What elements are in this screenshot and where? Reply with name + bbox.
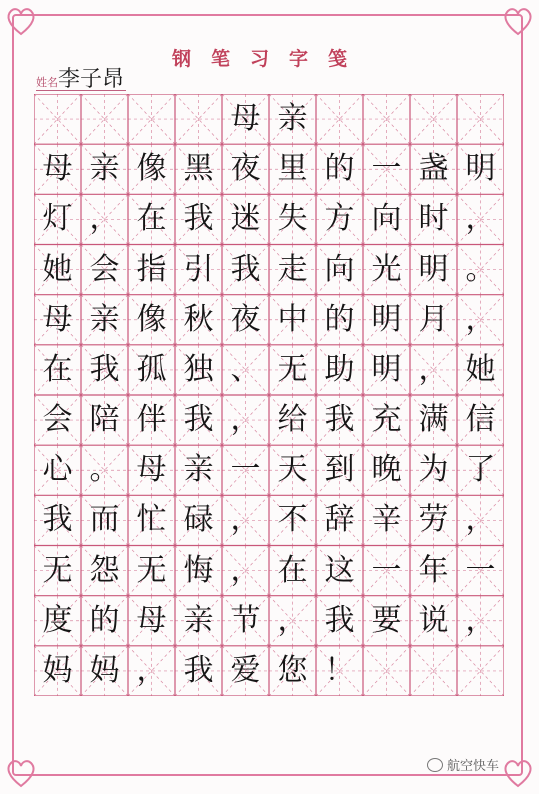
grid-cell: ， — [465, 301, 496, 337]
grid-cell: 亲 — [183, 602, 214, 638]
name-value: 李子昂 — [58, 67, 125, 92]
grid-cell: 一 — [371, 552, 402, 588]
grid-cell: 的 — [324, 151, 355, 187]
grid-cell: 的 — [89, 602, 120, 638]
grid-cell: 光 — [371, 251, 402, 287]
grid-cell: 度 — [42, 602, 73, 638]
grid-cell: 我 — [324, 602, 355, 638]
grid-cell — [457, 646, 504, 696]
grid-cell: ， — [230, 402, 261, 438]
grid-cell: 辛 — [371, 502, 402, 538]
grid-cell: 我 — [183, 402, 214, 438]
grid-cell: 这 — [324, 552, 355, 588]
grid-cell: 夜 — [230, 151, 261, 187]
grid-cell: 我 — [89, 351, 120, 387]
grid-cell: 我 — [183, 201, 214, 237]
grid-cell: 她 — [42, 251, 73, 287]
grid-cell: ， — [136, 652, 167, 688]
grid-cell: ， — [230, 552, 261, 588]
grid-cell: 陪 — [89, 402, 120, 438]
grid-cell: 。 — [89, 452, 120, 488]
grid-cell: 妈 — [42, 652, 73, 688]
grid-cell: 孤 — [136, 351, 167, 387]
grid-cell: 会 — [42, 402, 73, 438]
grid-cell: 年 — [418, 552, 449, 588]
grid-cell: 中 — [277, 301, 308, 337]
grid-cell: ， — [418, 351, 449, 387]
grid-cell: 一 — [371, 151, 402, 187]
grid-cell: 无 — [277, 351, 308, 387]
grid-cell: 母 — [42, 301, 73, 337]
grid-cell: 她 — [465, 351, 496, 387]
grid-cell: 母 — [230, 101, 261, 137]
grid-cell: 我 — [324, 402, 355, 438]
grid-cell: 到 — [324, 452, 355, 488]
grid-cell: 不 — [277, 502, 308, 538]
grid-cell — [457, 94, 504, 144]
grid-cell: 母 — [136, 452, 167, 488]
writing-grid — [34, 94, 504, 696]
grid-cell: 给 — [277, 402, 308, 438]
grid-cell: 妈 — [89, 652, 120, 688]
grid-cell: ， — [465, 201, 496, 237]
grid-cell: 助 — [324, 351, 355, 387]
grid-cell: 无 — [136, 552, 167, 588]
grid-cell: 像 — [136, 301, 167, 337]
grid-cell: 黑 — [183, 151, 214, 187]
grid-cell: 独 — [183, 351, 214, 387]
grid-cell: 爱 — [230, 652, 261, 688]
grid-cell — [175, 94, 222, 144]
grid-cell: 一 — [465, 552, 496, 588]
grid-cell: 忙 — [136, 502, 167, 538]
grid-cell — [81, 94, 128, 144]
grid-cell: 明 — [371, 301, 402, 337]
grid-cell: 怨 — [89, 552, 120, 588]
grid-cell: 了 — [465, 452, 496, 488]
grid-cell: 心 — [42, 452, 73, 488]
grid-cell — [316, 94, 363, 144]
grid-cell: 时 — [418, 201, 449, 237]
grid-cell: 明 — [465, 151, 496, 187]
grid-cell: 明 — [418, 251, 449, 287]
grid-cell: 在 — [42, 351, 73, 387]
grid-cell — [410, 646, 457, 696]
grid-cell: 劳 — [418, 502, 449, 538]
grid-cell: 母 — [42, 151, 73, 187]
name-underline — [36, 90, 126, 91]
page-title: 钢笔习字笺 — [171, 48, 367, 70]
name-label: 姓名 — [36, 76, 58, 89]
grid-cell: 节 — [230, 602, 261, 638]
grid-cell: 满 — [418, 402, 449, 438]
grid-cell: 一 — [230, 452, 261, 488]
grid-cell: 伴 — [136, 402, 167, 438]
grid-cell: 亲 — [183, 452, 214, 488]
grid-cell: 夜 — [230, 301, 261, 337]
grid-cell — [363, 646, 410, 696]
grid-cell: 灯 — [42, 201, 73, 237]
grid-cell: 我 — [42, 502, 73, 538]
grid-cell: 要 — [371, 602, 402, 638]
grid-cell: 方 — [324, 201, 355, 237]
grid-cell: 月 — [418, 301, 449, 337]
grid-cell: 引 — [183, 251, 214, 287]
grid-cell: 向 — [324, 251, 355, 287]
grid-cell: 碌 — [183, 502, 214, 538]
grid-cell: 充 — [371, 402, 402, 438]
grid-cell — [34, 94, 81, 144]
grid-cell: 母 — [136, 602, 167, 638]
top-left-heart-icon — [4, 4, 38, 38]
grid-cell: 天 — [277, 452, 308, 488]
grid-cell: 悔 — [183, 552, 214, 588]
grid-cell: 为 — [418, 452, 449, 488]
grid-cell: 、 — [230, 351, 261, 387]
grid-cell — [410, 94, 457, 144]
grid-cell: 我 — [230, 251, 261, 287]
grid-cell — [363, 94, 410, 144]
grid-cell: ， — [465, 502, 496, 538]
grid-cell: 辞 — [324, 502, 355, 538]
bottom-left-heart-icon — [4, 756, 38, 790]
grid-cell: 明 — [371, 351, 402, 387]
grid-cell: 秋 — [183, 301, 214, 337]
top-right-heart-icon — [501, 4, 535, 38]
footer-watermark — [427, 755, 499, 774]
grid-cell: 迷 — [230, 201, 261, 237]
grid-cell: 我 — [183, 652, 214, 688]
grid-cell: 失 — [277, 201, 308, 237]
grid-cell: ， — [465, 602, 496, 638]
grid-cell: 亲 — [89, 151, 120, 187]
grid-cell: 无 — [42, 552, 73, 588]
grid-cell: 。 — [465, 251, 496, 287]
grid-cell: 亲 — [277, 101, 308, 137]
grid-cell: 的 — [324, 301, 355, 337]
grid-cell: ， — [230, 502, 261, 538]
grid-cell: 晚 — [371, 452, 402, 488]
grid-cell: 像 — [136, 151, 167, 187]
grid-cell: 里 — [277, 151, 308, 187]
watermark-text: 航空快车 — [446, 759, 499, 774]
grid-cell: ， — [277, 602, 308, 638]
grid-cell: 会 — [89, 251, 120, 287]
grid-cell: 在 — [277, 552, 308, 588]
grid-cell: 亲 — [89, 301, 120, 337]
grid-cell: 信 — [465, 402, 496, 438]
grid-cell: ， — [89, 201, 120, 237]
wechat-icon — [427, 758, 443, 772]
grid-cell — [128, 94, 175, 144]
grid-cell: 在 — [136, 201, 167, 237]
grid-cell: 指 — [136, 251, 167, 287]
grid-cell: 而 — [89, 502, 120, 538]
grid-cell: 走 — [277, 251, 308, 287]
grid-cell: 说 — [418, 602, 449, 638]
grid-cell: 您 — [277, 652, 308, 688]
grid-cell: 盏 — [418, 151, 449, 187]
grid-cell: 向 — [371, 201, 402, 237]
grid-cell: ！ — [324, 652, 355, 688]
bottom-right-heart-icon — [501, 756, 535, 790]
